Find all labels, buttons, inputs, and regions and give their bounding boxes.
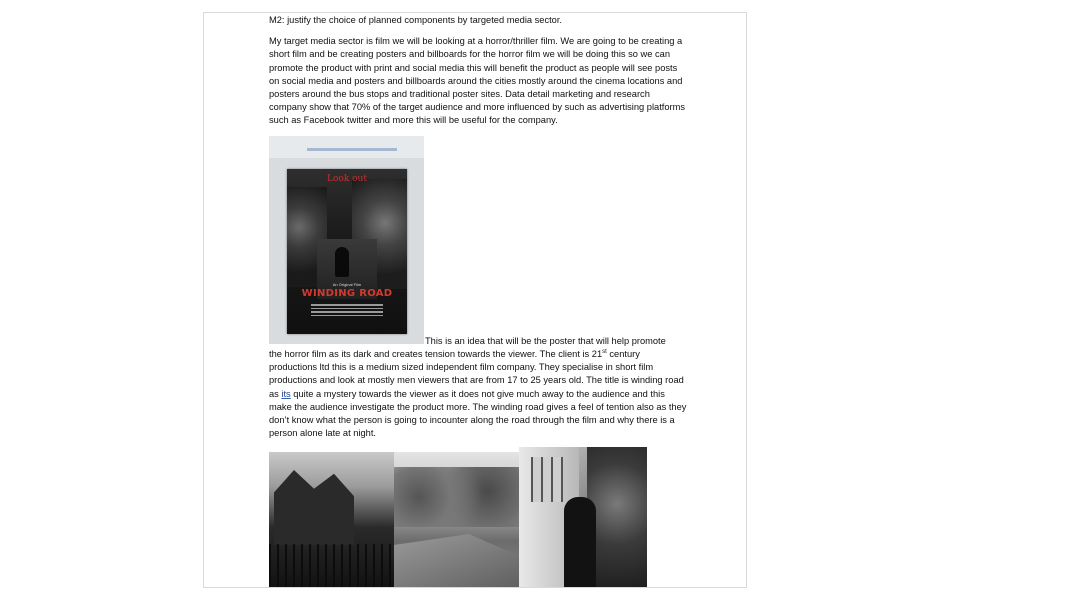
caption-superscript: st [602, 348, 607, 355]
caption-first-line: This is an idea that will be the poster that will help promote [425, 336, 666, 346]
caption-paragraph [269, 348, 689, 440]
location-photo-path [394, 452, 519, 588]
poster-wall-strip [269, 136, 424, 158]
poster-photo [269, 136, 424, 344]
poster-image [287, 169, 407, 334]
location-photo-person [519, 447, 647, 588]
document-page [203, 12, 747, 588]
poster-subtitle: An Original Film [332, 282, 362, 287]
location-photo-house [269, 452, 394, 588]
caption-underlined-word: its [281, 388, 291, 399]
poster-figure [335, 247, 349, 277]
poster-title: WINDING ROAD [301, 288, 393, 299]
caption-part-c: quite a mystery towards the viewer as it does not give much away to the audience and this make the audience investigate the product more. The winding road gives a feel of tention also as they don’t know what the person is going to incounter along the road through the film and why there is a person alone late at night. [269, 388, 687, 439]
caption-part-b: century productions ltd this is a medium sized independent film company. They specialise in short film productions and look at mostly men viewers that are from 17 to 25 years old. The title is winding road as [269, 349, 684, 399]
document-body [269, 13, 689, 128]
paragraph-target-sector: My target media sector is film we will be looking at a horror/thriller film. We are going to be creating a short film and be creating posters and billboards for the horror film we will be doing this so we can promote the product with print and social media this will benefit the product as people will see posts on social media and posters and billboards around the cities mostly around the cinema locations and posters around the bus stops and traditional poster sites. Data detail marketing and research company show that 70% of the target audience and more influenced by such as advertising platforms such as Facebook twitter and more this will be useful for the company. [269, 36, 686, 126]
poster-tagline: Look out [327, 174, 367, 184]
caption-part-a: the horror film as its dark and creates tension towards the viewer. The client is 21 [269, 349, 603, 359]
heading: M2: justify the choice of planned components by targeted media sector. [269, 15, 563, 25]
poster-credits [311, 304, 383, 318]
